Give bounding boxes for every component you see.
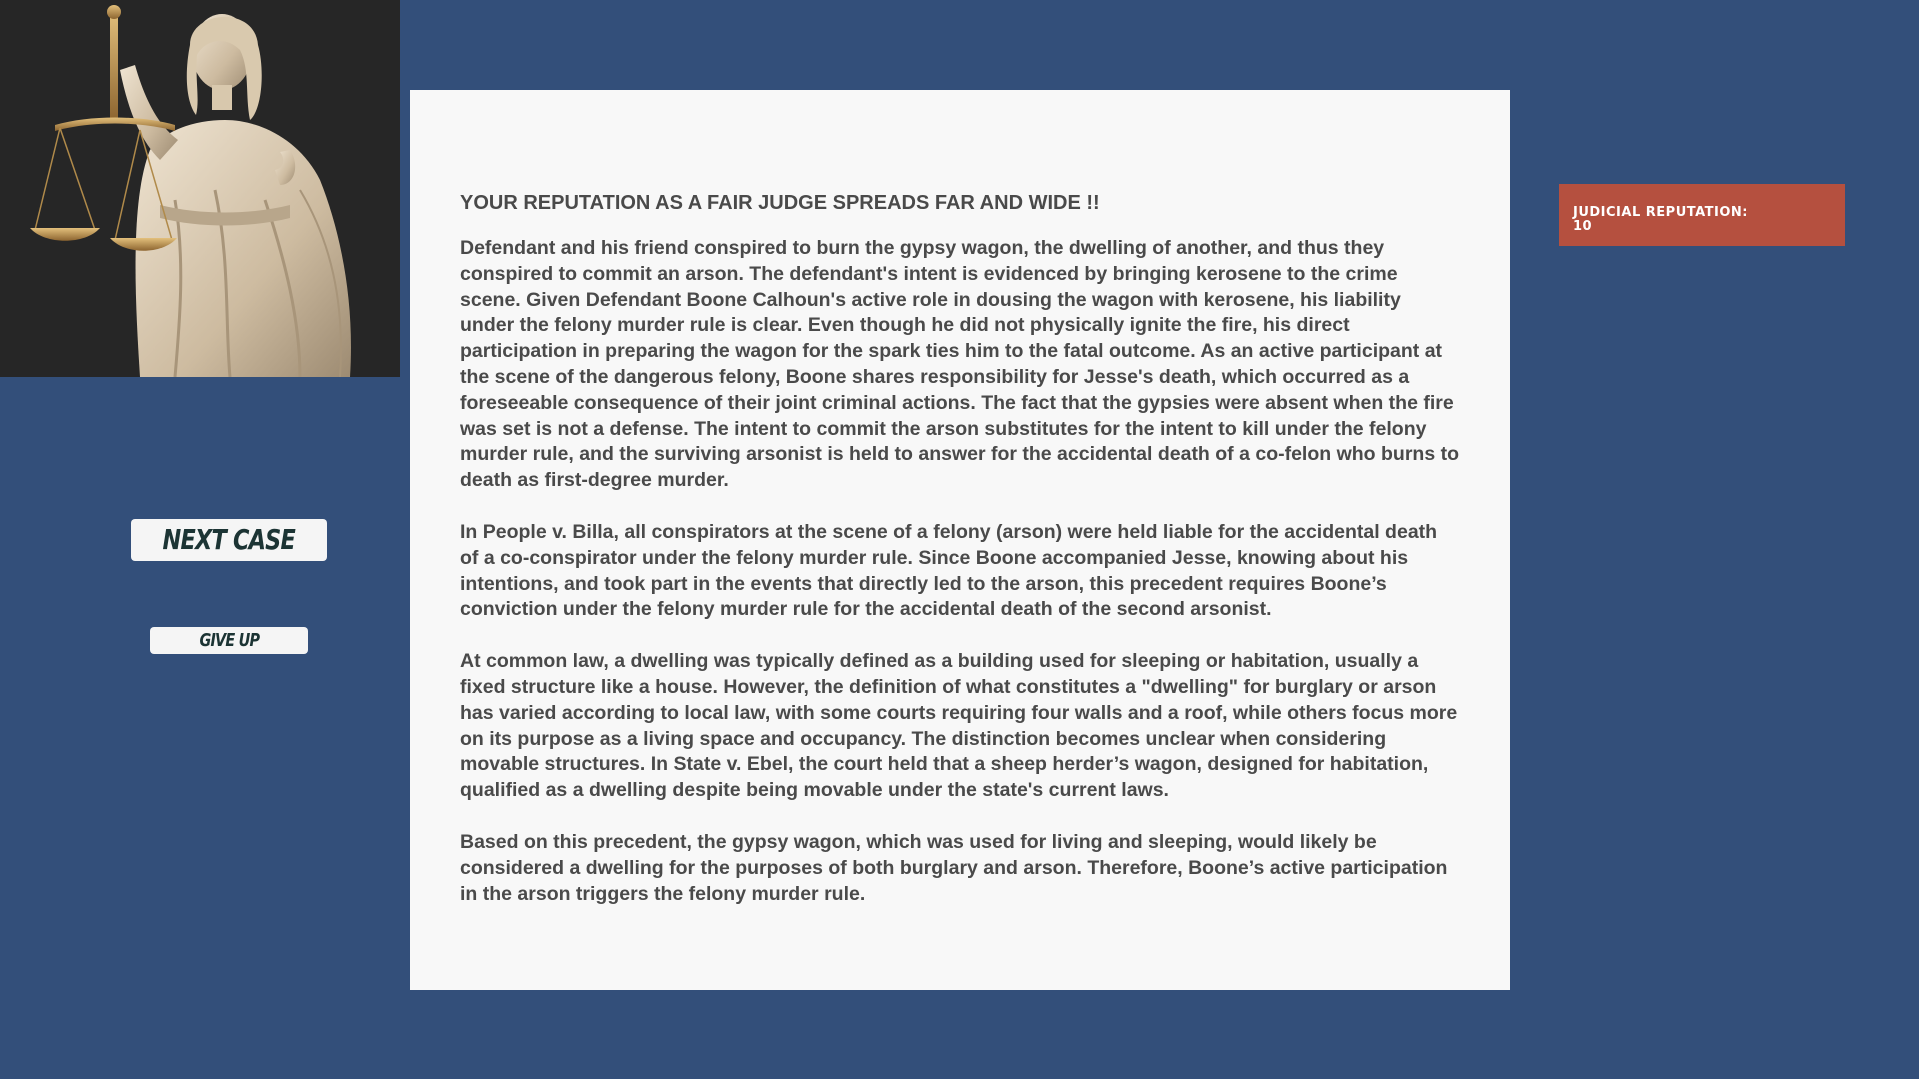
verdict-paragraph: Defendant and his friend conspired to burn the gypsy wagon, the dwelling of another, and thus they conspired to commit an arson. The defendant's intent is evidenced by bringing kerosene to the crime scene. Given Defendant Boone Calhoun's active role in dousing the wagon with kerosene, his liability under the felony murder rule is clear. Even though he did not physically ignite the fire, his direct participation in preparing the wagon for the spark ties him to the fatal outcome. As an active participant at the scene of the dangerous felony, Boone shares responsibility for Jesse's death, which occurred as a foreseeable consequence of their joint criminal actions. The fact that the gypsies were absent when the fire was set is not a defense. The intent to commit the arson substitutes for the intent to kill under the felony murder rule, and the surviving arsonist is held to answer for the accidental death of a co-felon who burns to death as first-degree murder.: [460, 237, 1459, 492]
judicial-reputation-badge: [1559, 184, 1845, 246]
lady-justice-image: [0, 0, 400, 377]
verdict-paragraph: Based on this precedent, the gypsy wagon, which was used for living and sleeping, would likely be considered a dwelling for the purposes of both burglary and arson. Therefore, Boone’s active participation in the arson triggers the felony murder rule.: [460, 830, 1448, 905]
verdict-heading: YOUR REPUTATION AS A FAIR JUDGE SPREADS FAR AND WIDE !!: [460, 192, 1100, 214]
verdict-panel: [410, 90, 1510, 990]
next-case-button[interactable]: [131, 519, 327, 561]
verdict-paragraph: In People v. Billa, all conspirators at the scene of a felony (arson) were held liable for the accidental death of a co-conspirator under the felony murder rule. Since Boone accompanied Jesse, knowing about his intentions, and took part in the events that directly led to the arson, this precedent requires Boone’s conviction under the felony murder rule for the accidental death of the second arsonist.: [460, 520, 1438, 621]
reputation-value: 10: [1573, 219, 1593, 234]
give-up-button[interactable]: [150, 627, 308, 654]
reputation-label: JUDICIAL REPUTATION:: [1573, 205, 1748, 220]
verdict-paragraph: At common law, a dwelling was typically defined as a building used for sleeping or habitation, usually a fixed structure like a house. However, the definition of what constitutes a "dwelling" for burglary or arson has varied according to local law, with some courts requiring four walls and a roof, while others focus more on its purpose as a living space and occupancy. The distinction becomes unclear when considering movable structures. In State v. Ebel, the court held that a sheep herder’s wagon, designed for habitation, qualified as a dwelling despite being movable under the state's current laws.: [460, 650, 1458, 802]
next-case-label: NEXT CASE: [162, 523, 296, 556]
give-up-label: GIVE UP: [199, 630, 259, 651]
